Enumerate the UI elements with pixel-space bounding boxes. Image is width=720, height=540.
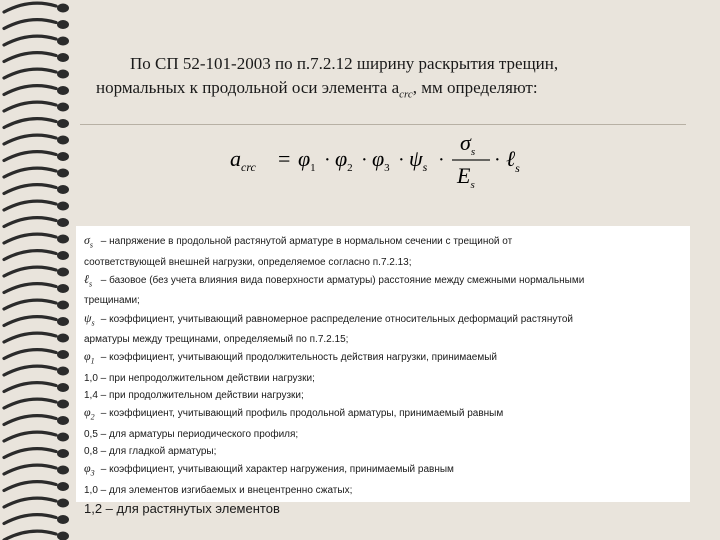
binding-ring [4, 218, 56, 227]
crack-width-formula [228, 128, 528, 190]
def-phi3-option-2: 1,2 – для растянутых элементов [84, 501, 280, 517]
binding-hole [57, 70, 69, 79]
svg-text:φ3 [372, 146, 390, 174]
binding-ring [4, 383, 56, 392]
def-phi1: $\varphi_1$ – коэффициент, учитывающий продолжительность действия нагрузки, принимаемый [84, 348, 684, 370]
formula-lhs-sub: crc [241, 160, 256, 174]
binding-hole [57, 251, 69, 260]
sigma-symbol: $\sigma_s$ [84, 233, 94, 250]
binding-hole [57, 152, 69, 161]
def-phi3-option-1: 1,0 – для элементов изгибаемых и внецентренно сжатых; [84, 484, 353, 496]
divider-line [80, 124, 686, 125]
binding-hole [57, 301, 69, 310]
binding-hole [57, 350, 69, 359]
heading-subscript: crc [399, 88, 413, 101]
heading-line-2 [96, 76, 696, 106]
binding-ring [4, 515, 56, 524]
phi3-symbol: $\varphi_3$ [84, 461, 95, 478]
svg-text:φ2 [335, 146, 353, 174]
binding-ring [4, 399, 56, 408]
binding-ring [4, 152, 56, 161]
definitions-list [84, 232, 684, 519]
binding-hole [57, 53, 69, 62]
binding-ring [4, 267, 56, 276]
svg-text:Es [456, 163, 475, 190]
binding-ring [4, 3, 56, 12]
binding-hole [57, 37, 69, 46]
binding-ring [4, 449, 56, 458]
binding-ring [4, 284, 56, 293]
binding-ring [4, 482, 56, 491]
def-psi-cont: арматуры между трещинами, определяемый по п.7.2.15; [84, 334, 349, 346]
formula-psi: ψ [409, 146, 423, 171]
binding-hole [57, 119, 69, 128]
binding-hole [57, 433, 69, 442]
def-ell: ℓ$_s$ – базовое (без учета влияния вида поверхности арматуры) расстояние между смежными нормальными [84, 271, 684, 293]
formula-phi1: φ [298, 146, 311, 171]
ell-symbol: ℓ$_s$ [84, 271, 93, 289]
binding-hole [57, 169, 69, 178]
binding-ring [4, 168, 56, 177]
binding-ring [4, 185, 56, 194]
phi2-symbol: $\varphi_2$ [84, 405, 95, 422]
binding-ring [4, 102, 56, 111]
svg-text:ψs [409, 146, 428, 174]
binding-ring [4, 86, 56, 95]
binding-ring [4, 36, 56, 45]
slide-heading [96, 52, 696, 106]
formula-psi-sub: s [422, 160, 428, 174]
binding-hole [57, 317, 69, 326]
binding-hole [57, 532, 69, 540]
binding-hole [57, 383, 69, 392]
binding-hole [57, 466, 69, 475]
formula-phi2-sub: 2 [347, 162, 353, 174]
psi-symbol: $\psi_s$ [84, 310, 95, 327]
binding-hole [57, 482, 69, 491]
def-phi2: $\varphi_2$ – коэффициент, учитывающий профиль продольной арматуры, принимаемый равным [84, 404, 684, 426]
svg-text:σs [460, 130, 475, 158]
binding-hole [57, 449, 69, 458]
formula-phi1-sub: 1 [310, 162, 316, 174]
def-ell-cont: трещинами; [84, 295, 140, 307]
formula-phi3-sub: 3 [384, 162, 390, 174]
formula-dot-4: · [438, 149, 445, 171]
svg-text:φ1 [298, 146, 316, 174]
binding-ring [4, 465, 56, 474]
binding-hole [57, 515, 69, 524]
def-phi1-option-1: 1,0 – при непродолжительном действии нагрузки; [84, 372, 315, 384]
binding-ring [4, 432, 56, 441]
def-phi3: $\varphi_3$ – коэффициент, учитывающий характер нагружения, принимаемый равным [84, 460, 684, 482]
formula-dot-5: · [494, 149, 501, 171]
binding-hole [57, 284, 69, 293]
binding-ring [4, 498, 56, 507]
spiral-binding [0, 0, 72, 540]
binding-hole [57, 202, 69, 211]
formula-equals: = [278, 146, 291, 171]
binding-hole [57, 416, 69, 425]
binding-ring [4, 366, 56, 375]
def-sigma: $\sigma_s$ – напряжение в продольной растянутой арматуре в нормальном сечении с трещиной от [84, 232, 684, 254]
binding-ring [4, 531, 56, 540]
binding-ring [4, 251, 56, 260]
binding-hole [57, 499, 69, 508]
def-phi1-option-2: 1,4 – при продолжительном действии нагрузки; [84, 390, 304, 402]
formula-ell-sub: s [515, 161, 520, 175]
formula-dot-1: · [324, 149, 331, 171]
binding-ring [4, 201, 56, 210]
heading-line-1: По СП 52-101-2003 по п.7.2.12 ширину раскрытия трещин, [130, 54, 559, 73]
def-phi2-option-1: 0,5 – для арматуры периодического профиля; [84, 428, 299, 440]
formula-numerator-sub: s [470, 146, 476, 158]
formula-lhs: a [230, 146, 241, 171]
formula-ell: ℓ [506, 146, 516, 171]
binding-ring [4, 69, 56, 78]
svg-text:ℓs [506, 146, 520, 175]
phi1-symbol: $\varphi_1$ [84, 349, 95, 366]
def-sigma-cont: соответствующей внешней нагрузки, определяемое согласно п.7.2.13; [84, 256, 412, 268]
binding-hole [57, 218, 69, 227]
binding-ring [4, 416, 56, 425]
binding-ring [4, 119, 56, 128]
binding-hole [57, 235, 69, 244]
binding-hole [57, 86, 69, 95]
def-psi: $\psi_s$ – коэффициент, учитывающий равномерное распределение относительных деформаций растянутой [84, 310, 684, 332]
binding-ring [4, 317, 56, 326]
binding-hole [57, 103, 69, 112]
binding-hole [57, 136, 69, 145]
formula-dot-2: · [361, 149, 368, 171]
formula-phi2: φ [335, 146, 348, 171]
binding-hole [57, 400, 69, 409]
formula-dot-3: · [398, 149, 405, 171]
binding-ring [4, 135, 56, 144]
binding-ring [4, 53, 56, 62]
binding-hole [57, 334, 69, 343]
binding-hole [57, 367, 69, 376]
formula-denominator: E [457, 163, 471, 188]
binding-hole [57, 268, 69, 277]
formula-numerator: σ [460, 130, 471, 155]
binding-hole [57, 4, 69, 13]
binding-hole [57, 185, 69, 194]
heading-text-end: , мм определяют: [412, 78, 538, 97]
formula-phi3: φ [372, 146, 385, 171]
binding-ring [4, 333, 56, 342]
binding-ring [4, 350, 56, 359]
binding-hole [57, 20, 69, 29]
binding-ring [4, 300, 56, 309]
formula-denominator-sub: s [470, 179, 475, 190]
definitions-panel [76, 226, 690, 517]
heading-text: нормальных к продольной оси элемента a [96, 78, 400, 97]
binding-ring [4, 234, 56, 243]
svg-text:acrc [230, 146, 257, 174]
binding-ring [4, 20, 56, 29]
def-phi2-option-2: 0,8 – для гладкой арматуры; [84, 446, 217, 458]
